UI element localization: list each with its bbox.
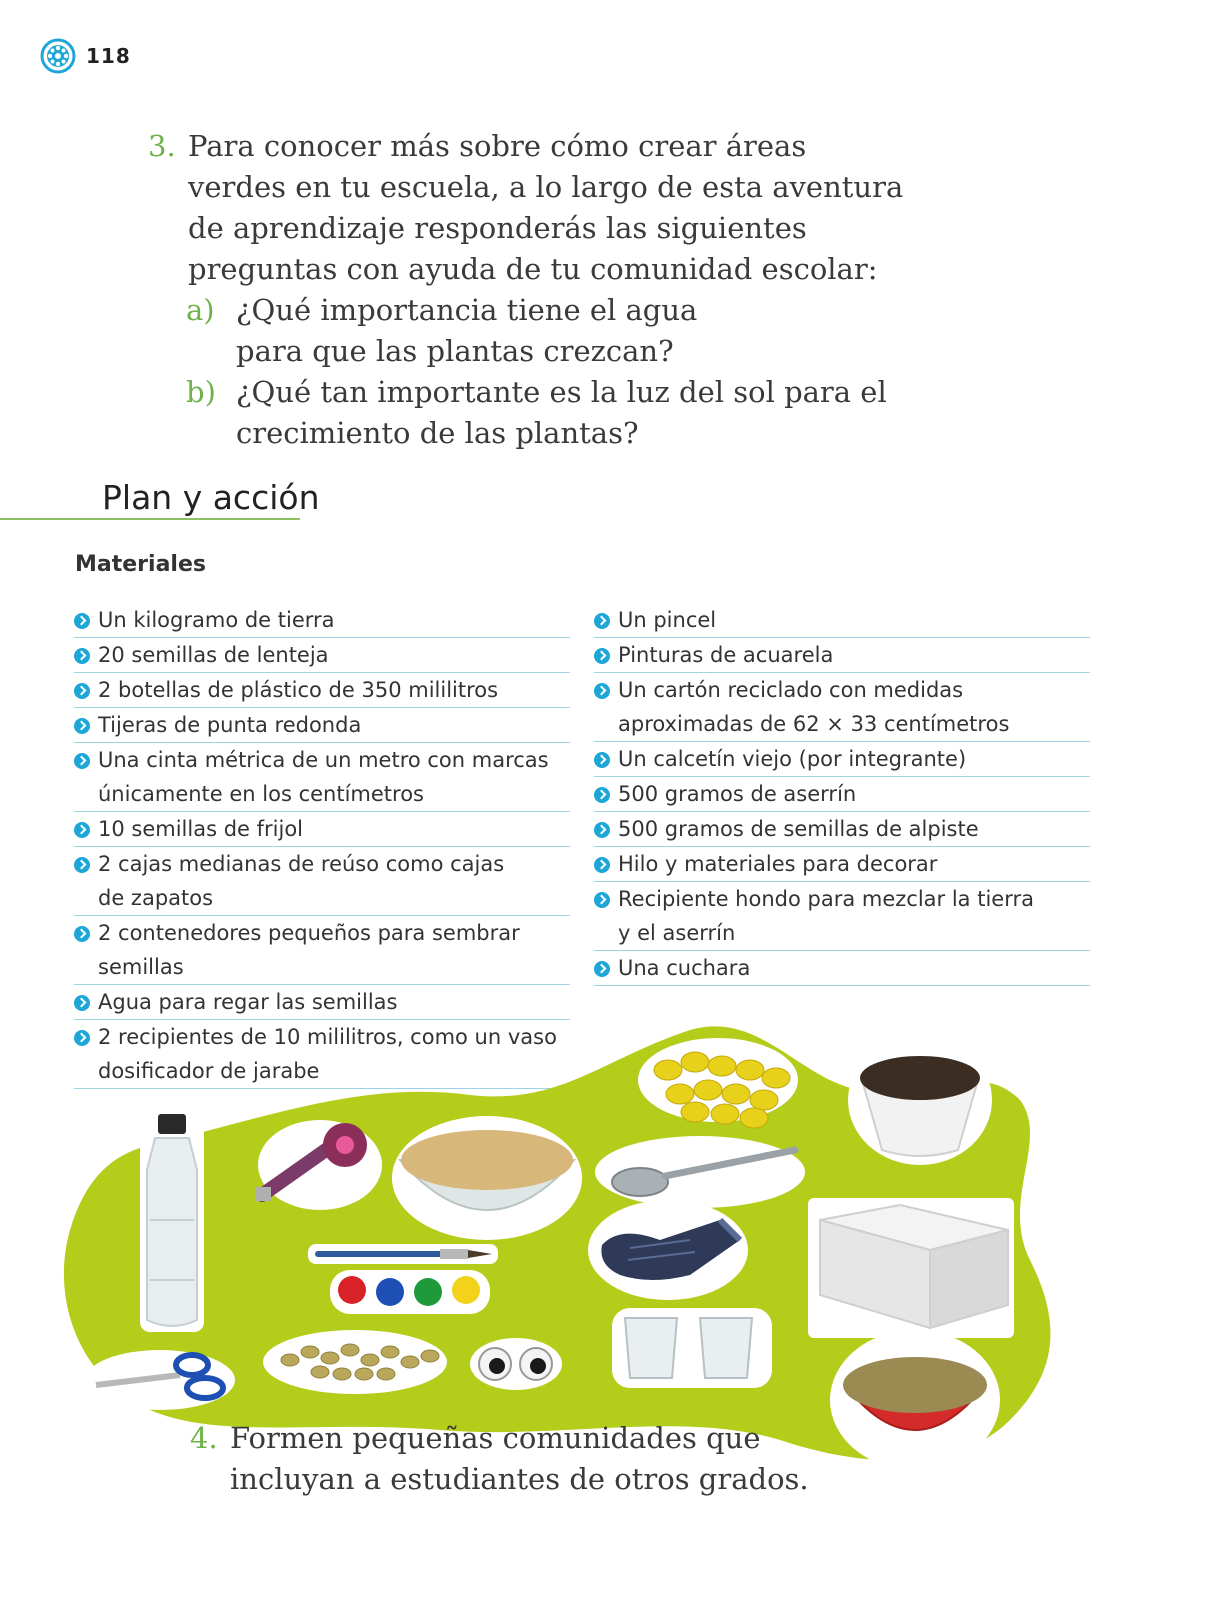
sawdust-bowl-icon xyxy=(392,1116,582,1240)
item-number: 3. xyxy=(148,129,176,163)
birdseed-bowl-icon xyxy=(830,1330,1000,1470)
list-item: Hilo y materiales para decorar xyxy=(594,847,1090,882)
list-item: 2 recipientes de 10 mililitros, como un vaso dosificador de jarabe xyxy=(74,1020,570,1089)
watercolor-paints-icon xyxy=(330,1270,490,1314)
list-item: Un pincel xyxy=(594,603,1090,638)
list-item: Un cartón reciclado con medidas aproximadas de 62 × 33 centímetros xyxy=(594,673,1090,742)
instruction-item-4: 4. Formen pequeñas comunidades que incluyan a estudiantes de otros grados. xyxy=(190,1418,830,1500)
item3-line-4: preguntas con ayuda de tu comunidad escolar: xyxy=(188,252,878,286)
section-title: Plan y acción xyxy=(102,478,320,517)
list-item: 20 semillas de lenteja xyxy=(74,638,570,673)
list-item: Recipiente hondo para mezclar la tierra y el aserrín xyxy=(594,882,1090,951)
spoon-icon xyxy=(595,1136,805,1208)
list-item: Agua para regar las semillas xyxy=(74,985,570,1020)
list-item: 500 gramos de semillas de alpiste xyxy=(594,812,1090,847)
list-item: Un calcetín viejo (por integrante) xyxy=(594,742,1090,777)
question-letter: a) xyxy=(186,293,215,327)
list-item: Tijeras de punta redonda xyxy=(74,708,570,743)
paintbrush-icon xyxy=(308,1244,498,1264)
item3-line-3: de aprendizaje responderás las siguientes xyxy=(188,211,807,245)
shoebox-icon xyxy=(808,1198,1014,1338)
item3-line-2: verdes en tu escuela, a lo largo de esta aventura xyxy=(188,170,904,204)
list-item: Un kilogramo de tierra xyxy=(74,603,570,638)
item-number: 4. xyxy=(190,1421,218,1455)
googly-eyes-icon xyxy=(470,1338,562,1390)
question-letter: b) xyxy=(186,375,216,409)
item3-line-1: 3. Para conocer más sobre cómo crear áreas xyxy=(148,126,928,167)
question-b: b) ¿Qué tan importante es la luz del sol para el crecimiento de las plantas? xyxy=(186,372,926,454)
soil-pot-icon xyxy=(848,1035,992,1165)
list-item: Una cuchara xyxy=(594,951,1090,986)
sock-icon xyxy=(588,1200,748,1300)
list-item: Una cinta métrica de un metro con marcas únicamente en los centímetros xyxy=(74,743,570,812)
list-item: 2 cajas medianas de reúso como cajas de zapatos xyxy=(74,847,570,916)
plastic-cups-icon xyxy=(612,1308,772,1388)
list-item: 2 contenedores pequeños para sembrar semillas xyxy=(74,916,570,985)
list-item: 500 gramos de aserrín xyxy=(594,777,1090,812)
list-item: 2 botellas de plástico de 350 mililitros xyxy=(74,673,570,708)
scissors-icon xyxy=(85,1350,235,1410)
question-a: a) ¿Qué importancia tiene el agua para que las plantas crezcan? xyxy=(186,290,926,372)
list-item: Pinturas de acuarela xyxy=(594,638,1090,673)
lentils-icon xyxy=(263,1330,447,1394)
page-number: 118 xyxy=(86,44,131,68)
materials-heading: Materiales xyxy=(75,552,206,577)
list-item: 10 semillas de frijol xyxy=(74,812,570,847)
bottle-icon xyxy=(140,1112,204,1332)
